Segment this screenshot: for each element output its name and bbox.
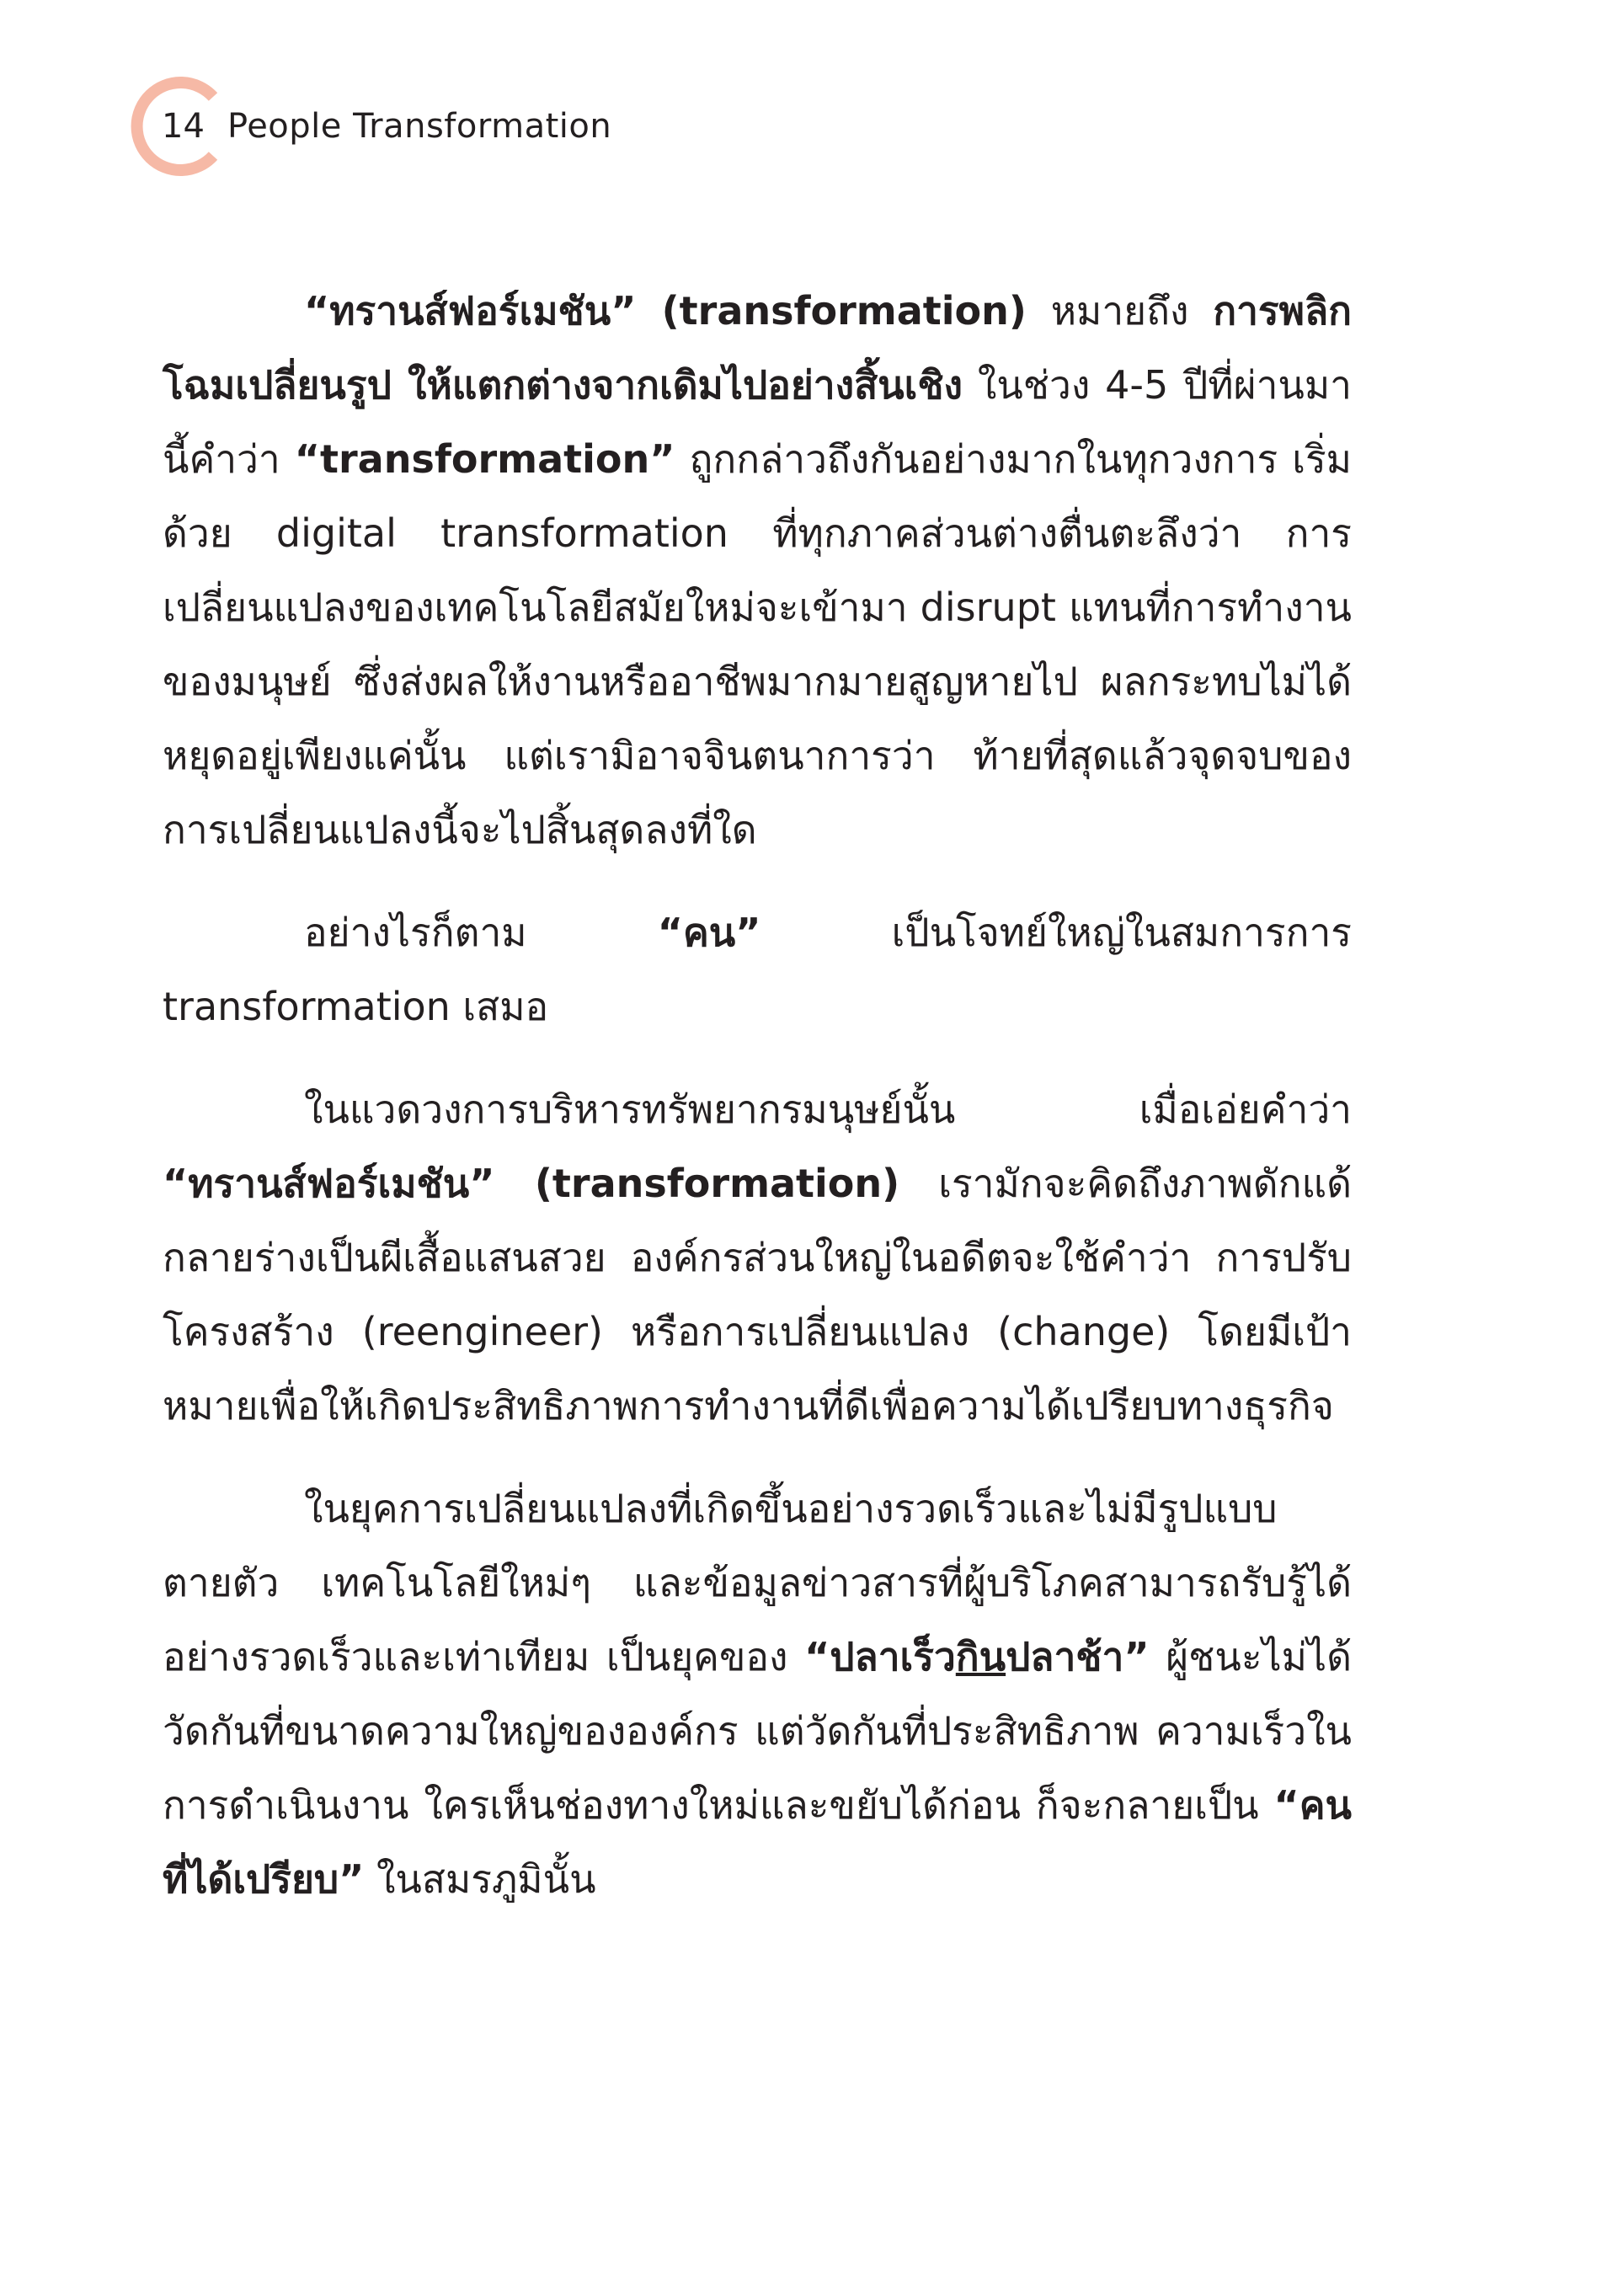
paragraph [163, 895, 1352, 1044]
text-run: เป็นโจทย์ใหญ่ในสมการการ transformation เสมอ [163, 910, 1353, 1029]
bold-term: “ทรานส์ฟอร์เมชัน” (transformation) [304, 288, 1027, 334]
paragraph [163, 274, 1352, 867]
paragraph [163, 1471, 1352, 1916]
text-run: อย่างไรก็ตาม [304, 910, 658, 955]
text-run: ในแวดวงการบริหารทรัพยากรมนุษย์นั้น เมื่อเอ่ยคำว่า [304, 1087, 1352, 1132]
text-run: หมายถึง [1026, 288, 1214, 334]
bold-term: ปลาช้า” [1006, 1634, 1150, 1679]
bold-term: “คนที่ได้เปรียบ” [163, 1782, 1352, 1902]
bold-term: “ทรานส์ฟอร์เมชัน” (transformation) [163, 1161, 900, 1206]
text-run: ถูกกล่าวถึงกันอย่างมากในทุกวงการ เริ่มด้วย digital transformation ที่ทุกภาคส่วนต่างตื่นตะลึงว่า การเปลี่ยนแปลงของเทคโนโลยีสมัยใหม่จะเข้ามา disrupt แทนที่การทำงานของมนุษย์ ซึ่งส่งผลให้งานหรืออาชีพมากมายสูญหายไป ผลกระทบไม่ได้หยุดอยู่เพียงแค่นั้น แต่เรามิอาจจินตนาการว่า ท้ายที่สุดแล้วจุดจบของการเปลี่ยนแปลงนี้จะไปสิ้นสุดลงที่ใด [163, 436, 1352, 852]
bold-term: “ปลาเร็ว [804, 1634, 956, 1679]
body-text [163, 274, 1352, 1945]
text-run: ในสมรภูมินั้น [364, 1856, 596, 1902]
underlined-term: กิน [955, 1634, 1006, 1679]
bold-term: การพลิกโฉมเปลี่ยนรูป ให้แตกต่างจากเดิมไปอย่างสิ้นเชิง [163, 288, 1353, 408]
paragraph [163, 1072, 1352, 1443]
text-run: ในช่วง 4-5 ปีที่ผ่านมานี้คำว่า [163, 362, 1352, 482]
bold-term: “transformation” [294, 436, 675, 482]
running-title: People Transformation [227, 107, 612, 146]
bold-term: “คน” [657, 910, 761, 955]
page-header [126, 76, 716, 177]
text-run: ในยุคการเปลี่ยนแปลงที่เกิดขึ้นอย่างรวดเร็วและไม่มีรูปแบบตายตัว เทคโนโลยีใหม่ๆ และข้อมูลข่าวสารที่ผู้บริโภคสามารถรับรู้ได้อย่างรวดเร็วและเท่าเทียม เป็นยุคของ [163, 1486, 1352, 1679]
text-run: ผู้ชนะไม่ได้วัดกันที่ขนาดความใหญ่ขององค์กร แต่วัดกันที่ประสิทธิภาพ ความเร็วในการดำเนินงาน ใครเห็นช่องทางใหม่และขยับได้ก่อน ก็จะกลายเป็น [163, 1634, 1352, 1828]
text-run: เรามักจะคิดถึงภาพดักแด้กลายร่างเป็นผีเสื้อแสนสวย องค์กรส่วนใหญ่ในอดีตจะใช้คำว่า การปรับโครงสร้าง (reengineer) หรือการเปลี่ยนแปลง (change) โดยมีเป้าหมายเพื่อให้เกิดประสิทธิภาพการทำงานที่ดีเพื่อความได้เปรียบทางธุรกิจ [163, 1161, 1352, 1428]
page-number: 14 [162, 107, 205, 146]
